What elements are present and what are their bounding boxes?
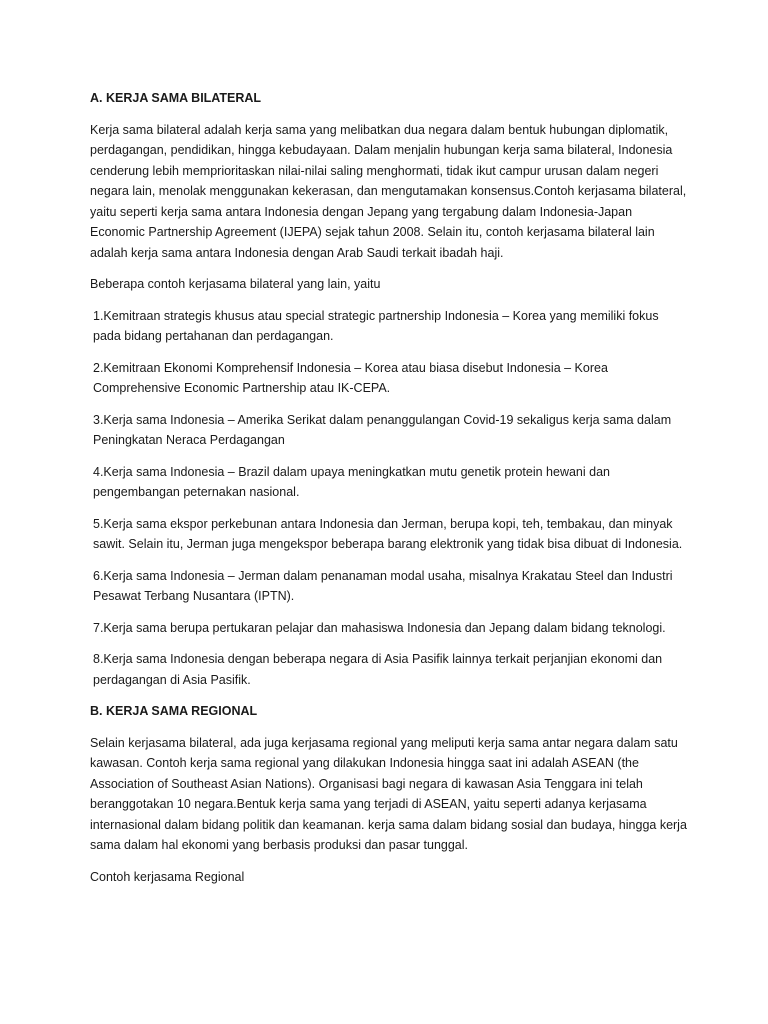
section-b-paragraph: Selain kerjasama bilateral, ada juga kerjasama regional yang meliputi kerja sama antar negara dalam satu kawasan. Contoh kerja sama regional yang dilakukan Indonesia hingga saat ini adalah ASEAN (the Association of Southeast Asian Nations). Organisasi bagi negara di kawasan Asia Tenggara ini telah beranggotakan 10 negara.Bentuk kerja sama yang terjadi di ASEAN, yaitu seperti adanya kerjasama internasional dalam bidang politik dan keamanan. kerja sama dalam bidang sosial dan budaya, hingga kerja sama dalam hal ekonomi yang berbasis produksi dan pasar tunggal. bbox=[90, 735, 687, 852]
list-item: 3.Kerja sama Indonesia – Amerika Serikat dalam penanggulangan Covid-19 sekaligus kerja sama dalam Peningkatan Neraca Perdagangan bbox=[93, 412, 672, 447]
list-item: 1.Kemitraan strategis khusus atau special strategic partnership Indonesia – Korea yang memiliki fokus pada bidang pertahanan dan perdagangan. bbox=[93, 308, 659, 343]
bilateral-examples-list bbox=[90, 306, 688, 691]
section-b-heading: B. KERJA SAMA REGIONAL bbox=[90, 704, 258, 718]
list-item: 8.Kerja sama Indonesia dengan beberapa negara di Asia Pasifik lainnya terkait perjanjian ekonomi dan perdagangan di Asia Pasifik. bbox=[93, 652, 663, 687]
list-item: 7.Kerja sama berupa pertukaran pelajar dan mahasiswa Indonesia dan Jepang dalam bidang teknologi. bbox=[93, 620, 666, 635]
section-b-intro: Contoh kerjasama Regional bbox=[90, 869, 245, 884]
list-item: 4.Kerja sama Indonesia – Brazil dalam upaya meningkatkan mutu genetik protein hewani dan pengembangan peternakan nasional. bbox=[93, 464, 610, 499]
section-a-paragraph: Kerja sama bilateral adalah kerja sama yang melibatkan dua negara dalam bentuk hubungan diplomatik, perdagangan, pendidikan, hingga kebudayaan. Dalam menjalin hubungan kerja sama bilateral, Indonesia cenderung lebih memprioritaskan nilai-nilai saling menghormati, tidak ikut campur urusan dalam negeri negara lain, menolak menggunakan kekerasan, dan mengutamakan konsensus.Contoh kerjasama bilateral, yaitu seperti kerja sama antara Indonesia dengan Jepang yang tergabung dalam Indonesia-Japan Economic Partnership Agreement (IJEPA) sejak tahun 2008. Selain itu, contoh kerjasama bilateral lain adalah kerja sama antara Indonesia dengan Arab Saudi terkait ibadah haji. bbox=[90, 122, 687, 260]
section-a-heading: A. KERJA SAMA BILATERAL bbox=[90, 91, 262, 105]
list-item: 6.Kerja sama Indonesia – Jerman dalam penanaman modal usaha, misalnya Krakatau Steel dan Industri Pesawat Terbang Nusantara (IPTN). bbox=[93, 568, 673, 603]
list-item: 5.Kerja sama ekspor perkebunan antara Indonesia dan Jerman, berupa kopi, teh, tembakau, dan minyak sawit. Selain itu, Jerman juga mengekspor beberapa barang elektronik yang tidak bisa dibuat di Indonesia. bbox=[93, 516, 683, 551]
section-a-intro: Beberapa contoh kerjasama bilateral yang lain, yaitu bbox=[90, 277, 381, 291]
list-item: 2.Kemitraan Ekonomi Komprehensif Indonesia – Korea atau biasa disebut Indonesia – Korea Comprehensive Economic Partnership atau IK-CEPA. bbox=[93, 360, 608, 395]
